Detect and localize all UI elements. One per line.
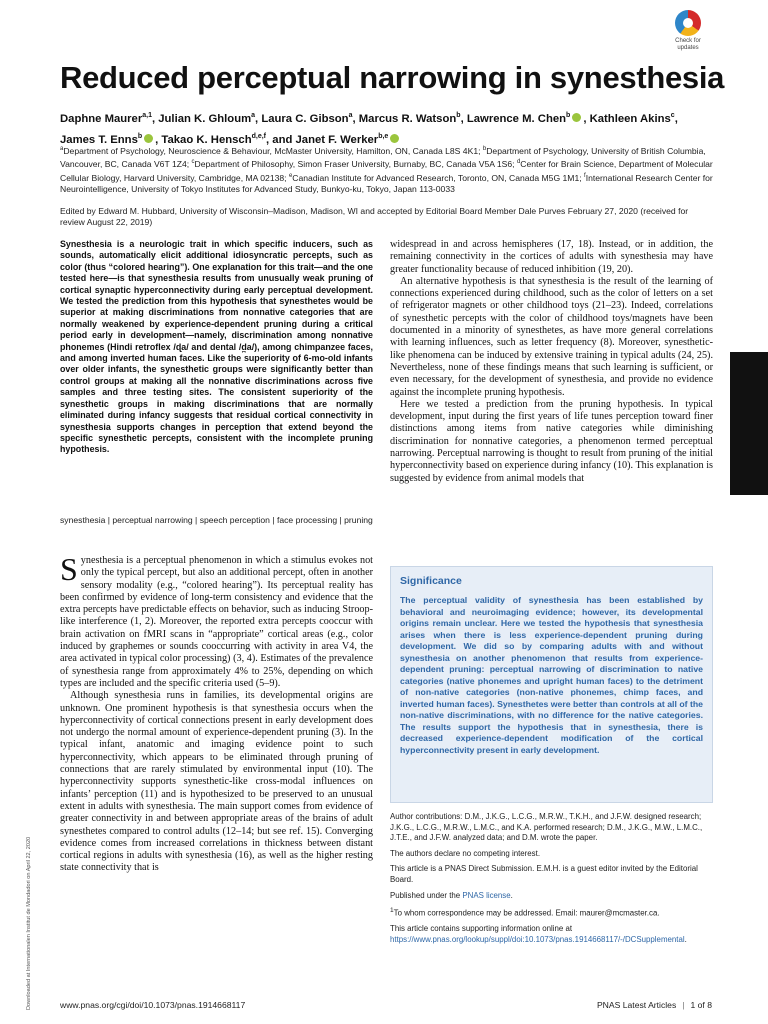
supplement-note	[390, 924, 713, 945]
editor-note: Edited by Edward M. Hubbard, University of Wisconsin–Madison, Madison, WI and accepted by Editorial Board Member Dale Purves February 27, 2020 (received for review August 22, 2019)	[60, 206, 689, 228]
affiliation-sup: b	[482, 146, 487, 152]
affiliation-text: Canadian Institute for Advanced Research, Toronto, ON, Canada M5G 1M1;	[292, 172, 582, 183]
affiliation-text: Department of Psychology, Neuroscience & Behaviour, McMaster University, Hamilton, ON, Canada L8S 4K1;	[63, 145, 481, 156]
author-name[interactable]: Janet F. Werker	[295, 133, 379, 146]
author-name[interactable]: James T. Enns	[60, 133, 138, 146]
keyword[interactable]: perceptual narrowing	[112, 515, 193, 525]
author-affiliation-sup: b	[456, 112, 461, 119]
author-affiliation-sup: b	[566, 112, 571, 119]
section-tab	[730, 352, 768, 495]
affiliation-text: Department of Philosophy, Simon Fraser University, Burnaby, BC, Canada V5A 1S6;	[194, 159, 515, 170]
author-affiliation-sup: b	[137, 132, 143, 140]
author-name[interactable]: Laura C. Gibson	[261, 112, 349, 125]
crossmark-icon	[675, 10, 701, 36]
article-title: Reduced perceptual narrowing in synesthesia	[60, 60, 725, 95]
author-affiliation-sup: a,1	[142, 112, 152, 119]
keyword[interactable]: speech perception	[199, 515, 270, 525]
intro-paragraph-1	[60, 551, 373, 690]
author-affiliation-sup: d,e,f	[251, 132, 267, 140]
license-note	[390, 891, 713, 902]
author-name[interactable]: Julian K. Ghloum	[158, 112, 252, 125]
intro-paragraph-2: Although synesthesia runs in families, its developmental origins are unknown. One prominent hypothesis is that synesthesia occurs when the hyperconnectivity of cortical connections present in early development does not undergo the normal amount of experience-dependent pruning (3). In the typical infant, anatomic and imaging evidence point to such hyperconnectivity, which appears to be eliminated through pruning of connections that are rarely stimulated by environmental input (10). The hyperconnectivity supports synesthetic-like cross-modal influences on infants’ perception (11) and is hypothesized to be preserved to an unusual extent in adults with synesthesia. The main support comes from evidence of greater connectivity in and between appropriate areas of the brains of adult synesthetes compared to control adults (12–14; but see ref. 15). Converging evidence comes from increased correlations in thickness between distant cortical regions in adults with synesthesia (16), as well as the higher resting state connectivity that is	[60, 690, 373, 874]
keyword[interactable]: pruning	[344, 515, 373, 525]
author-name[interactable]: Kathleen Akins	[589, 112, 671, 125]
author-affiliation-sup: a	[251, 112, 256, 119]
keyword[interactable]: face processing	[276, 515, 338, 525]
supplement-prefix: This article contains supporting information online at	[390, 924, 573, 934]
body-paragraph-1: widespread in and across hemispheres (17, 18). Instead, or in addition, the remaining connectivity in the cortices of adults with synesthesia may have greater functionality because of reduced inhibition (19, 20).	[390, 239, 713, 275]
correspondence-note	[390, 906, 713, 919]
dropcap: S	[60, 551, 78, 587]
keyword[interactable]: synesthesia	[60, 515, 106, 525]
author-name[interactable]: Takao K. Hensch	[161, 133, 252, 146]
badge-label: Check for updates	[675, 38, 701, 51]
significance-heading: Significance	[400, 575, 462, 587]
correspondence-sup: 1	[390, 907, 394, 915]
significance-text: The perceptual validity of synesthesia has been established by behavioral and neuroimaging evidence; however, its developmental origins remain unclear. Here we tested the hypothesis that synesthesia arises when there is less experience-dependent pruning during development. We did so by comparing adults with and without synesthesia on another phenomenon that results from experience-dependent pruning: perceptual narrowing of discrimination to native categories (native phonemes and upright human faces) to the detriment of non-native categories (non-native phonemes, chimp faces, and inverted human faces). Synesthetes were better than controls at all of the non-native discriminations, with no difference for the native categories. The results support the hypothesis that in synesthesia, there is decreased experience-dependent modification of the cortical hyperconnectivity present in early development.	[400, 595, 703, 755]
affiliation-sup: a	[60, 146, 64, 152]
affiliation-sup: d	[516, 159, 521, 166]
author-contributions: Author contributions: D.M., J.K.G., L.C.G., M.R.W., T.K.H., and J.F.W. designed research; J.K.G., L.C.G., M.R.W., L.M.C., and K.A. performed research; D.M., J.K.G., M.W., L.M.C., J.T.E., and J.F.W. analyzed data; and D.M. wrote the paper.	[390, 812, 703, 843]
orcid-icon[interactable]	[572, 113, 581, 122]
supplement-link[interactable]: https://www.pnas.org/lookup/suppl/doi:10.1073/pnas.1914668117/-/DCSupplemental	[390, 934, 685, 944]
author-affiliation-sup: c	[670, 112, 675, 119]
keywords: synesthesia | perceptual narrowing | speech perception | face processing | pruning	[60, 515, 373, 525]
supplement-suffix: .	[684, 934, 687, 944]
footer-doi-url[interactable]: www.pnas.org/cgi/doi/10.1073/pnas.1914668117	[60, 1000, 246, 1010]
author-list: Daphne Maurer$^{a,1}$, Julian K. Ghloum$^a$, Laura C. Gibson$^a$, Marcus R. Watson$^b$, Lawrence M. Chen$^b$ , Kathleen Akins$^c$, James T. Enns$^b$ , Takao K. Hensch$^{d,e,f}$, and Janet F. Werker$^{b,e}$	[60, 112, 678, 146]
correspondence-text: To whom correspondence may be addressed. Email: maurer@mcmaster.ca.	[393, 908, 660, 918]
download-watermark: Downloaded at Internationalen Institut de Mondadori on April 22, 2020	[26, 836, 32, 1010]
intro-paragraph-1-text: ynesthesia is a perceptual phenomenon in which a stimulus evokes not only the typical percept, but also an additional percept, often in another sensory modality (e.g., “colored hearing”). Its perceptual reality has been confirmed by evidence of long-term consistency and evidence that the extra percepts have predictable effects on behavior, such as inducing Stroop-like interference (1, 2). Moreover, the reported extra percepts cooccur with brain activation on fMRI scans in “appropriate” cortical areas (e.g., color induced by graphemes or sounds cooccurring with activity in area V4, the area activated in typical color processing) (3, 4). Estimates of the prevalence of synesthesia range from approximately 4% to 25%, depending on which types are included and the specific criteria used (5–9).	[60, 555, 373, 689]
author-name[interactable]: Marcus R. Watson	[358, 112, 457, 125]
footer-page-number: 1 of 8	[690, 1000, 712, 1010]
author-name[interactable]: Daphne Maurer	[60, 112, 143, 125]
affiliations	[60, 144, 715, 195]
submission-note: This article is a PNAS Direct Submission. E.M.H. is a guest editor invited by the Editorial Board.	[390, 864, 698, 884]
affiliation-sup: e	[288, 172, 293, 179]
check-for-updates-badge[interactable]	[670, 10, 706, 52]
significance-box	[390, 566, 713, 803]
author-name[interactable]: Lawrence M. Chen	[466, 112, 567, 125]
affiliation-sup: c	[191, 159, 195, 166]
license-prefix: Published under the	[390, 890, 463, 900]
abstract: Synesthesia is a neurologic trait in which specific inducers, such as sounds, automatically elicit additional idiosyncratic percepts, such as color (thus “colored hearing”). One explanation for this trait—and the one tested here—is that synesthesia results from unusually weak pruning of cortical synaptic hyperconnectivity during early perceptual development. We tested the prediction from this hypothesis that synesthetes would be superior at making discriminations from nonnative categories that are normally weakened by experience-dependent pruning during a critical period early in development—namely, discrimination among nonnative phonemes (Hindi retroflex /ɖa/ and dental /d̪a/), among chimpanzee faces, and among inverted human faces. Like the superiority of 6-mo-old infants over older infants, the synesthetic groups were significantly better than control groups at making all the nonnative discriminations across five samples and three testing sites. The consistent superiority of the synesthetic groups in making discriminations that are normally eliminated during infancy suggests that residual cortical connectivity in synesthesia supports changes in perception that extend beyond the specific synesthetic percepts, consistent with the incomplete pruning hypothesis.	[60, 239, 373, 455]
affiliation-text: International Research Center for Neurointelligence, University of Tokyo Institutes for Advanced Study, Bunkyo-ku, Tokyo, Japan 113-0033	[60, 172, 713, 194]
affiliation-sup: f	[584, 172, 586, 179]
body-paragraph-2: An alternative hypothesis is that synesthesia is the result of the learning of connections experienced during childhood, such as the color of letters on a set of refrigerator magnets or other childhood toys (21–23). Indeed, correlations of synesthetic percepts with the color of childhood toys/magnets have been documented in a minority of synesthetes, as have more general correlations with learning influences, such as letter frequency (8). Moreover, synesthetic-like phenomena can be induced by extensive training in typical adults (24, 25). Nevertheless, none of these findings means that such learning is sufficient, or even necessary, for the development of synesthesia, and provide no evidence against the incomplete pruning hypothesis.	[390, 275, 713, 398]
author-affiliation-sup: a	[348, 112, 353, 119]
affiliation-text: Center for Brain Science, Department of Molecular Cellular Biology, Harvard University, Cambridge, MA 02138;	[60, 159, 713, 183]
footer-journal-label: PNAS Latest Articles	[596, 1000, 677, 1010]
body-column-right	[390, 239, 713, 485]
competing-interest: The authors declare no competing interest.	[390, 848, 541, 858]
footer-page-info: PNAS Latest Articles | 1 of 8	[596, 1000, 712, 1010]
orcid-icon[interactable]	[144, 134, 153, 143]
article-notes	[390, 812, 713, 951]
orcid-icon[interactable]	[390, 134, 399, 143]
license-link[interactable]: PNAS license	[462, 890, 511, 900]
body-paragraph-3: Here we tested a prediction from the pruning hypothesis. In typical development, input during the first years of life tunes perception toward finer distinctions among items from native categories while diminishing discrimination for nonnative categories, a phenomenon termed perceptual narrowing. Perceptual narrowing is thought to result from pruning of the initial hyperconnectivity based on experience during infancy (10). This explanation is suggested by evidence from animal models that	[390, 398, 713, 484]
author-affiliation-sup: b,e	[378, 132, 389, 140]
body-column-left	[60, 551, 373, 875]
affiliation-text: Department of Psychology, University of British Columbia, Vancouver, BC, Canada V6T 1Z4;	[60, 145, 706, 170]
license-suffix: .	[510, 890, 513, 900]
